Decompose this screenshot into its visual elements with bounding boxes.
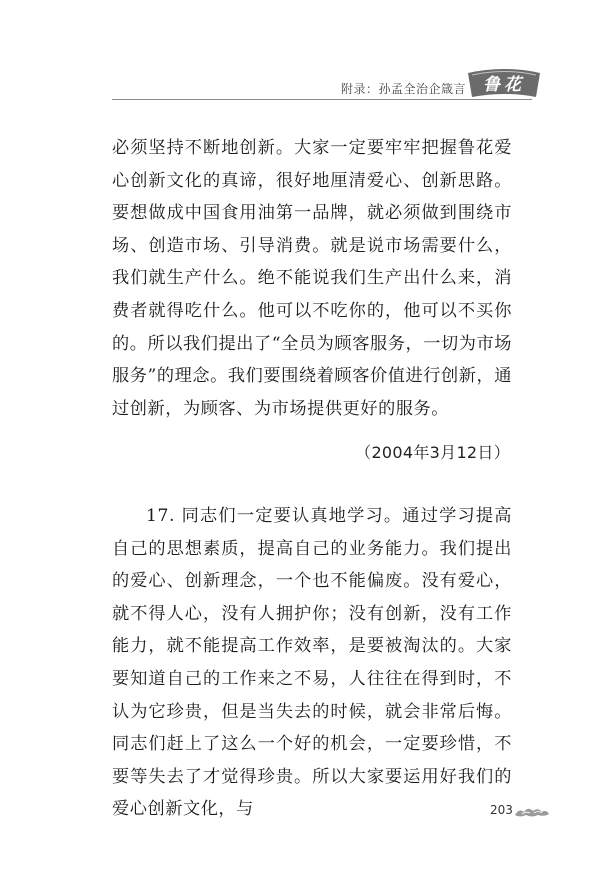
date-line: （2004年3月12日） [355, 443, 510, 462]
cloud-ornament-icon [514, 804, 550, 818]
paragraph-17: 17. 同志们一定要认真地学习。通过学习提高自己的思想素质，提高自己的业务能力。我们提出的爱心、创新理念，一个也不能偏废。没有爱心，就不得人心，没有人拥护你；没有创新，没有工作能力，就不能提高工作效率，是要被淘汰的。大家要知道自己的工作来之不易，人往往在得到时，不认为它珍贵，但是当失去的时候，就会非常后悔。同志们赶上了这么一个好的机会，一定要珍惜，不要等失去了才觉得珍贵。所以大家要运用好我们的爱心创新文化，与 [112, 506, 512, 820]
page-number: 203 [490, 803, 513, 817]
luhua-logo [466, 67, 542, 101]
paragraph-continuation: 必须坚持不断地创新。大家一定要牢牢把握鲁花爱心创新文化的真谛，很好地厘清爱心、创新思路。要想做成中国食用油第一品牌，就必须做到围绕市场、创造市场、引导消费。就是说市场需要什么，我们就生产什么。绝不能说我们生产出什么来，消费者就得吃什么。他可以不吃你的，他可以不买你的。所以我们提出了“全员为顾客服务，一切为市场服务”的理念。我们要围绕着顾客价值进行创新，通过创新，为顾客、为市场提供更好的服务。 [112, 138, 512, 419]
logo-text: 鲁花 [483, 75, 525, 95]
running-header: 附录：孙孟全治企箴言 [340, 82, 466, 96]
